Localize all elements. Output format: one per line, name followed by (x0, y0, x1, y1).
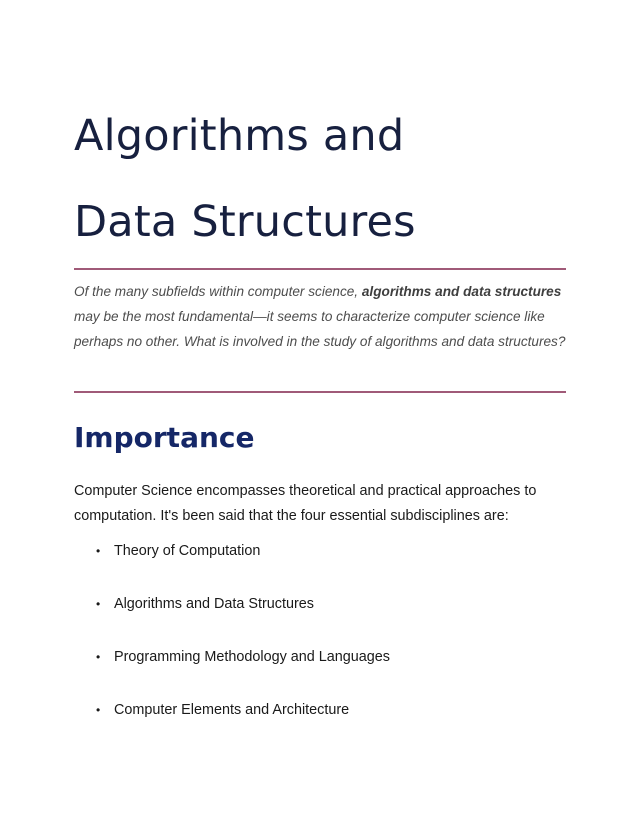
abstract-bold-phrase: algorithms and data structures (361, 284, 562, 299)
bullet-icon: • (96, 544, 101, 558)
abstract-part-2: may be the most fundamental—it seems to characterize computer science like perhaps no other. What is involved in the study of algorithms and data structures? (74, 309, 566, 349)
divider-bottom (74, 391, 566, 393)
abstract-text (74, 279, 570, 354)
section-heading: Importance (74, 421, 255, 454)
list-item (96, 539, 390, 592)
list-item (96, 698, 390, 751)
list-item-text: Computer Elements and Architecture (114, 702, 350, 718)
subdisciplines-list (96, 539, 390, 751)
bullet-icon: • (96, 650, 101, 664)
title-line-2: Data Structures (74, 197, 416, 247)
bullet-icon: • (96, 703, 101, 717)
abstract-part-1: Of the many subfields within computer science, (74, 284, 362, 299)
list-item (96, 592, 390, 645)
title-line-1: Algorithms and (74, 111, 405, 161)
list-item (96, 645, 390, 698)
list-item-text: Theory of Computation (114, 543, 261, 559)
list-item-text: Algorithms and Data Structures (114, 596, 314, 612)
document-title (74, 93, 574, 265)
list-item-text: Programming Methodology and Languages (114, 649, 391, 665)
section-paragraph: Computer Science encompasses theoretical and practical approaches to computation. It's been said that the four essential subdisciplines are: (74, 483, 537, 524)
divider-top (74, 268, 566, 270)
bullet-icon: • (96, 597, 101, 611)
